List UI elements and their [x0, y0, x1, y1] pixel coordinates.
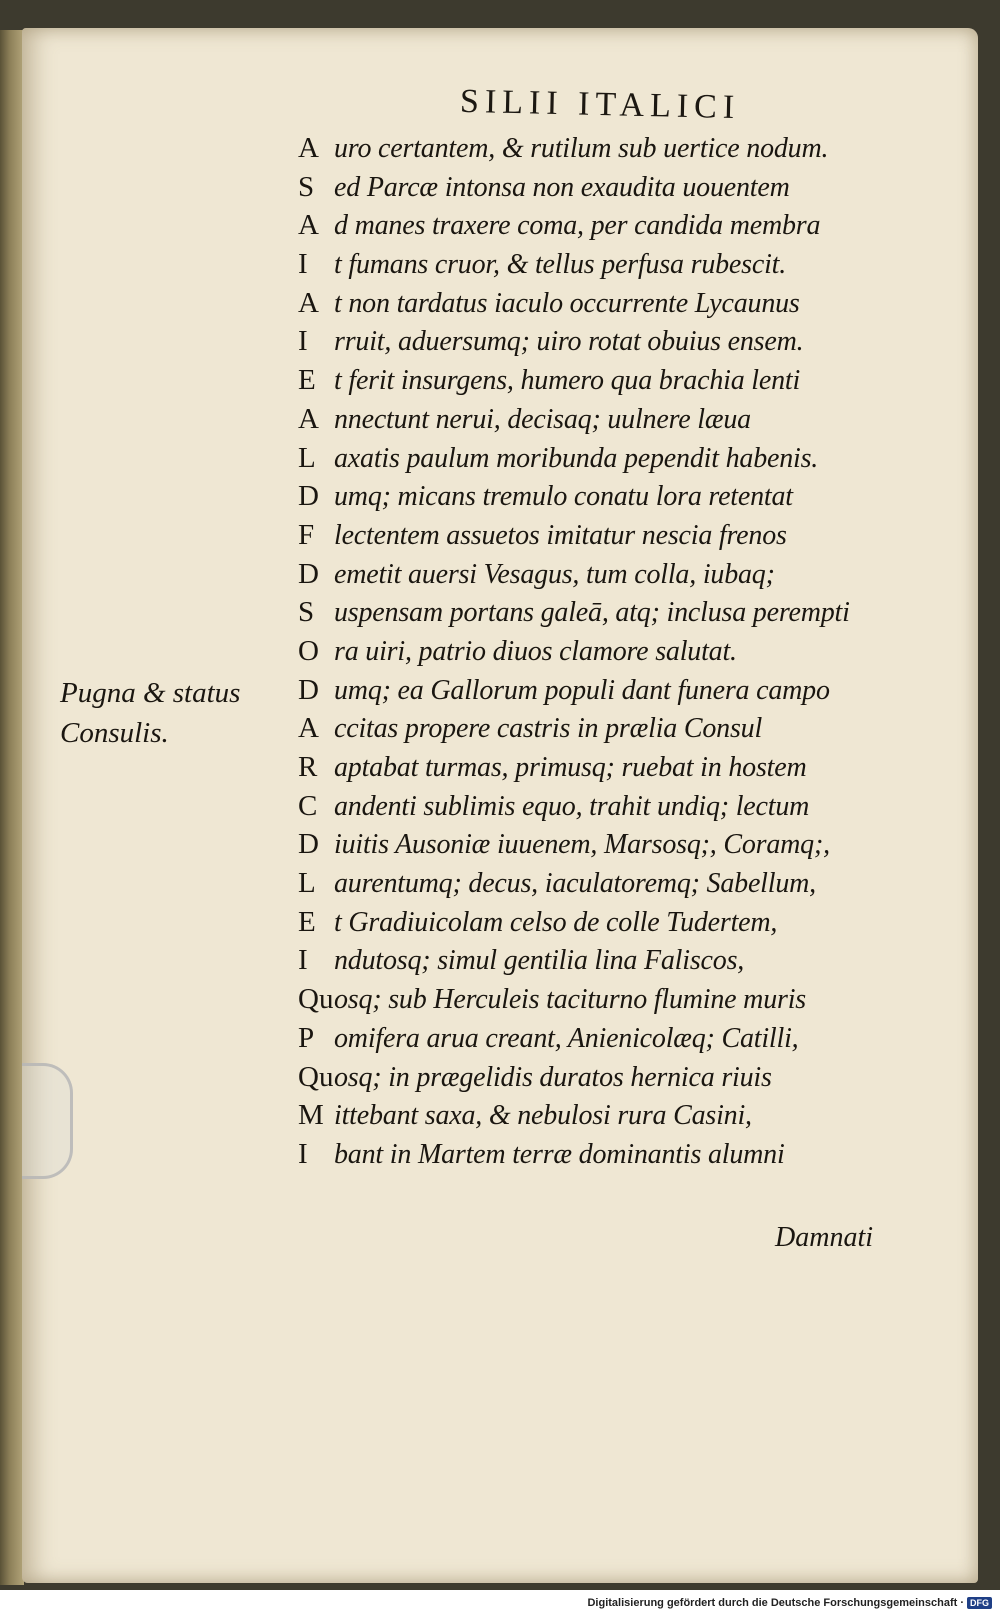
verse-line: [298, 403, 918, 442]
verse-line: [298, 828, 918, 867]
verse-text: ed Parcæ intonsa non exaudita uouentem: [334, 171, 790, 203]
verse-initial: R: [298, 751, 318, 783]
verse-line: [298, 132, 918, 171]
marginal-note-line: Consulis.: [60, 717, 169, 749]
verse-initial: S: [298, 596, 315, 629]
verse-line: [298, 983, 918, 1022]
verse-text: uspensam portans galeā, atq; inclusa perempti: [334, 597, 850, 629]
verse-line: [298, 209, 918, 248]
verse-text: emetit auersi Vesagus, tum colla, iubaq;: [334, 558, 775, 590]
verse-line: [298, 712, 918, 751]
verse-line: [298, 442, 918, 481]
verse-line: [298, 635, 918, 674]
verse-initial: Qu: [298, 1060, 334, 1093]
verse-text: umq; micans tremulo conatu lora retentat: [334, 481, 793, 513]
verse-line: [298, 325, 918, 364]
verse-line: [298, 790, 918, 829]
verse-text: nnectunt nerui, decisaq; uulnere læua: [334, 403, 751, 435]
credit-text: Digitalisierung gefördert durch die Deutsche Forschungsgemeinschaft ·: [587, 1597, 964, 1609]
verse-text: aptabat turmas, primusq; ruebat in hostem: [334, 752, 807, 783]
verse-text: andenti sublimis equo, trahit undiq; lectum: [334, 790, 810, 822]
verse-line: [298, 596, 918, 635]
verse-initial: P: [298, 1021, 315, 1054]
verse-text: d manes traxere coma, per candida membra: [334, 210, 821, 242]
verse-text: ccitas propere castris in prælia Consul: [334, 713, 763, 745]
verse-text: ndutosq; simul gentilia lina Faliscos,: [334, 945, 745, 977]
verse-initial: Qu: [298, 983, 334, 1016]
verse-initial: A: [298, 402, 319, 435]
verse-text: t Gradiuicolam celso de colle Tudertem,: [334, 906, 778, 938]
verse-line: [298, 1138, 918, 1177]
verse-line: [298, 906, 918, 945]
verse-text: rruit, aduersumq; uiro rotat obuius ensem.: [334, 326, 804, 358]
verse-initial: D: [298, 480, 319, 513]
verse-initial: E: [298, 364, 316, 397]
verse-text: osq; in prægelidis duratos hernica riuis: [334, 1061, 772, 1093]
verse-line: [298, 1022, 918, 1061]
verse-text: omifera arua creant, Anienicolæq; Catilli,: [334, 1022, 799, 1054]
verse-text: aurentumq; decus, iaculatoremq; Sabellum,: [334, 868, 816, 900]
verse-initial: I: [298, 325, 308, 358]
verse-line: [298, 751, 918, 790]
verse-initial: D: [298, 828, 319, 861]
verse-line: [298, 480, 918, 519]
verse-initial: F: [298, 518, 315, 551]
page-edge: [0, 30, 24, 1585]
marginal-note: [60, 673, 240, 753]
verse-initial: O: [298, 634, 319, 667]
verse-initial: I: [298, 1137, 308, 1170]
verse-initial: A: [298, 132, 319, 164]
verse-line: [298, 1099, 918, 1138]
verse-initial: C: [298, 789, 318, 822]
verse-text: umq; ea Gallorum populi dant funera campo: [334, 674, 830, 706]
page-clip: [22, 1063, 73, 1179]
verse-text: t ferit insurgens, humero qua brachia lenti: [334, 365, 801, 397]
verse-line: [298, 287, 918, 326]
verse-text: osq; sub Herculeis taciturno flumine muris: [334, 984, 806, 1016]
verse-line: [298, 867, 918, 906]
verse-line: [298, 519, 918, 558]
verse-initial: L: [298, 441, 316, 474]
verse-line: [298, 248, 918, 287]
verse-text: ra uiri, patrio diuos clamore salutat.: [334, 635, 737, 667]
catchword: Damnati: [775, 1222, 873, 1253]
verse-text: uro certantem, & rutilum sub uertice nodum.: [334, 133, 829, 164]
verse-initial: A: [298, 209, 319, 242]
dfg-logo: DFG: [967, 1597, 992, 1609]
verse-initial: L: [298, 867, 316, 900]
marginal-note-line: Pugna & status: [60, 677, 241, 709]
verse-text: ittebant saxa, & nebulosi rura Casini,: [334, 1100, 752, 1132]
verse-line: [298, 1061, 918, 1100]
verse-text: t fumans cruor, & tellus perfusa rubescit.: [334, 249, 787, 281]
verse-line: [298, 558, 918, 597]
verse-initial: D: [298, 673, 319, 706]
verse-initial: S: [298, 170, 315, 203]
verse-initial: A: [298, 286, 319, 319]
verse-line: [298, 171, 918, 210]
verse-initial: E: [298, 905, 316, 938]
verse-line: [298, 944, 918, 983]
verse-initial: M: [298, 1099, 324, 1132]
verse-text: iuitis Ausoniæ iuuenem, Marsosq;, Coramq;,: [334, 829, 830, 861]
verse-initial: D: [298, 557, 319, 590]
verse-line: [298, 674, 918, 713]
verse-block: [298, 132, 918, 1177]
verse-text: axatis paulum moribunda pependit habenis.: [334, 442, 819, 474]
verse-initial: I: [298, 944, 308, 977]
verse-initial: A: [298, 712, 319, 745]
verse-line: [298, 364, 918, 403]
verse-text: t non tardatus iaculo occurrente Lycaunus: [334, 287, 800, 319]
verse-initial: I: [298, 248, 308, 281]
verse-text: bant in Martem terræ dominantis alumni: [334, 1138, 785, 1170]
running-title: SILII ITALICI: [459, 82, 741, 127]
verse-text: lectentem assuetos imitatur nescia frenos: [334, 519, 787, 551]
digitization-credit: [587, 1597, 992, 1609]
